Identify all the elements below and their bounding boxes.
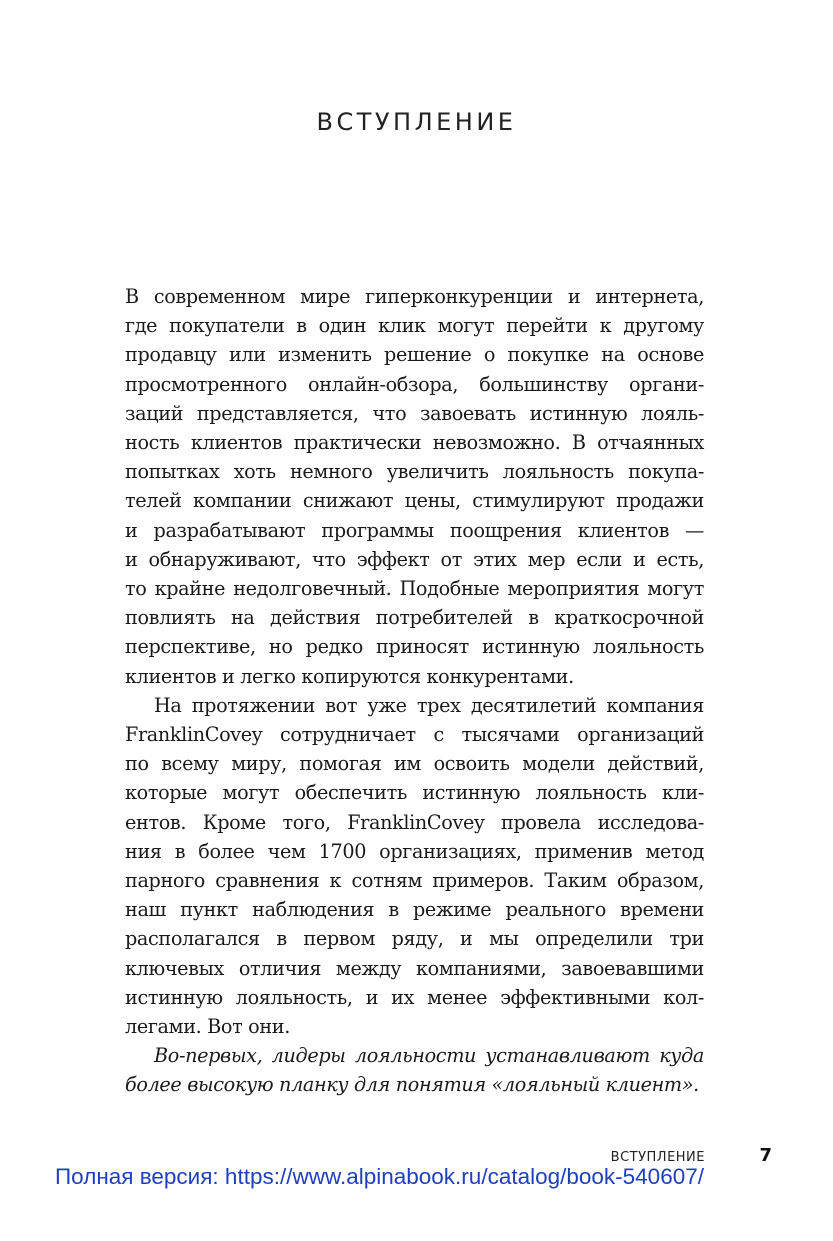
text-line: попытках хоть немного увеличить лояльность покупа-	[125, 460, 704, 484]
text-line: В современном мире гиперконкуренции и интернета,	[125, 285, 704, 308]
text-line: наш пункт наблюдения в режиме реального времени	[125, 898, 704, 922]
text-line: по всему миру, помогая им освоить модели действий,	[125, 752, 704, 776]
text-line: и обнаруживают, что эффект от этих мер если и есть,	[125, 547, 704, 571]
text-line: которые могут обеспечить истинную лояльность кли-	[125, 781, 704, 805]
text-line: истинную лояльность, и их менее эффективными кол-	[125, 985, 704, 1009]
text-line: перспективе, но редко приносят истинную лояльность	[125, 635, 704, 659]
chapter-title: ВСТУПЛЕНИЕ	[316, 108, 517, 136]
text-line: и разрабатывают программы поощрения клиентов —	[125, 518, 704, 542]
text-line: На протяжении вот уже трех десятилетий компания	[154, 693, 704, 717]
text-line: заций представляется, что завоевать истинную лояль-	[125, 401, 704, 425]
text-line: ключевых отличия между компаниями, завоевавшими	[125, 956, 704, 980]
text-line: клиентов и легко копируются конкурентами.	[125, 664, 574, 688]
paragraph-3	[125, 1041, 704, 1099]
text-line: просмотренного онлайн-обзора, большинству органи-	[125, 372, 704, 396]
text-line: ентов. Кроме того, FranklinCovey провела исследова-	[125, 810, 704, 834]
text-line: ния в более чем 1700 организациях, применив метод	[125, 839, 704, 863]
text-line: где покупатели в один клик могут перейти к другому	[125, 314, 704, 338]
text-line: повлиять на действия потребителей в краткосрочной	[125, 606, 704, 630]
paragraph-2	[125, 691, 704, 1041]
text-line: FranklinCovey сотрудничает с тысячами организаций	[125, 723, 704, 747]
text-line: располагался в первом ряду, и мы определили три	[125, 927, 704, 951]
text-line: ность клиентов практически невозможно. В отчаянных	[125, 431, 704, 455]
text-line: то крайне недолговечный. Подобные мероприятия могут	[125, 577, 704, 601]
text-line: легами. Вот они.	[125, 1015, 290, 1039]
page-number: 7	[759, 1145, 772, 1166]
text-line: телей компании снижают цены, стимулируют продажи	[125, 489, 704, 513]
text-line: более высокую планку для понятия «лояльный клиент».	[125, 1073, 699, 1097]
text-line: парного сравнения к сотням примеров. Таким образом,	[125, 869, 704, 893]
full-version-link[interactable]: Полная версия: https://www.alpinabook.ru/catalog/book-540607/	[55, 1164, 704, 1189]
text-line: Во-первых, лидеры лояльности устанавливают куда	[154, 1044, 704, 1068]
text-line: продавцу или изменить решение о покупке на основе	[125, 343, 704, 367]
body-text	[125, 282, 704, 1100]
paragraph-1	[125, 282, 704, 691]
running-head: ВСТУПЛЕНИЕ	[610, 1150, 705, 1165]
